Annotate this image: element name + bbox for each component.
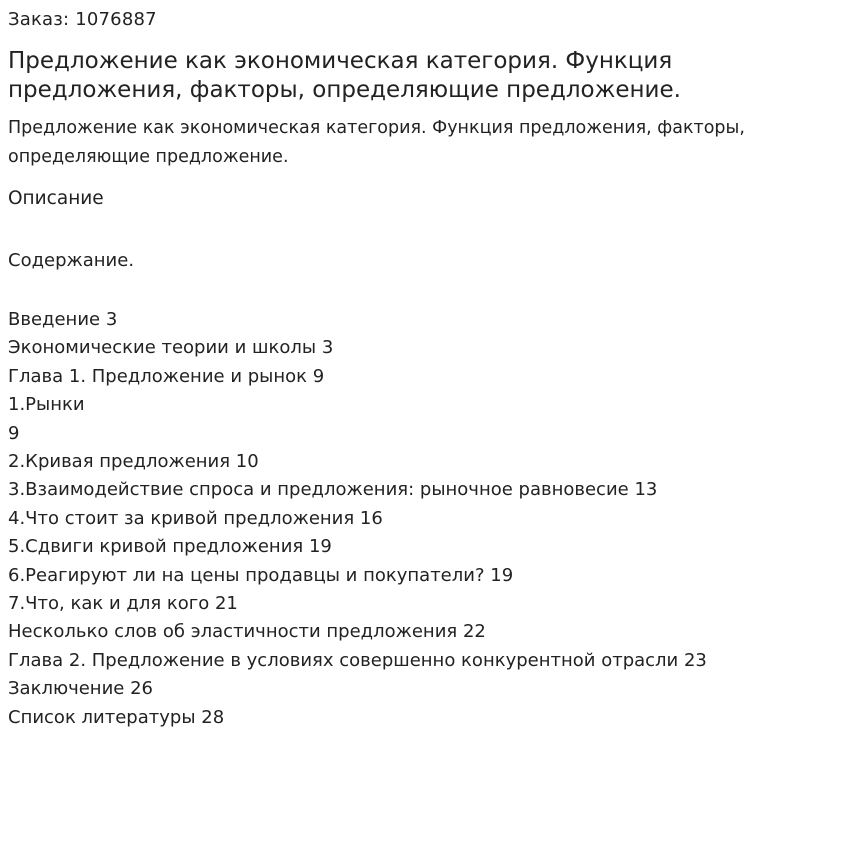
- toc-item: Несколько слов об эластичности предложения 22: [8, 621, 486, 643]
- toc-item: 2.Кривая предложения 10: [8, 451, 259, 473]
- toc-item: Заключение 26: [8, 678, 153, 700]
- contents-title: Содержание.: [8, 250, 135, 271]
- toc-item: 1.Рынки: [8, 394, 85, 416]
- document-title: Предложение как экономическая категория. Функция предложения, факторы, определяющие предложение.: [8, 48, 681, 103]
- toc-item: 4.Что стоит за кривой предложения 16: [8, 507, 383, 529]
- document-subtitle: Предложение как экономическая категория. Функция предложения, факторы, определяющие предложение.: [8, 118, 745, 167]
- toc-item: 3.Взаимодействие спроса и предложения: рыночное равновесие 13: [8, 479, 658, 501]
- toc-item: 7.Что, как и для кого 21: [8, 593, 238, 615]
- toc-item: Глава 2. Предложение в условиях совершенно конкурентной отрасли 23: [8, 649, 707, 671]
- description-heading: Описание: [8, 188, 104, 209]
- toc-item: Введение 3: [8, 309, 118, 330]
- toc-item: Список литературы 28: [8, 706, 225, 728]
- toc-item: 6.Реагируют ли на цены продавцы и покупатели? 19: [8, 564, 514, 586]
- toc-item: 5.Сдвиги кривой предложения 19: [8, 536, 332, 558]
- toc-item: 9: [8, 422, 20, 444]
- toc-item: Экономические теории и школы 3: [8, 337, 334, 359]
- order-number: Заказ: 1076887: [8, 9, 157, 30]
- table-of-contents: [8, 306, 707, 732]
- toc-item: Глава 1. Предложение и рынок 9: [8, 365, 325, 387]
